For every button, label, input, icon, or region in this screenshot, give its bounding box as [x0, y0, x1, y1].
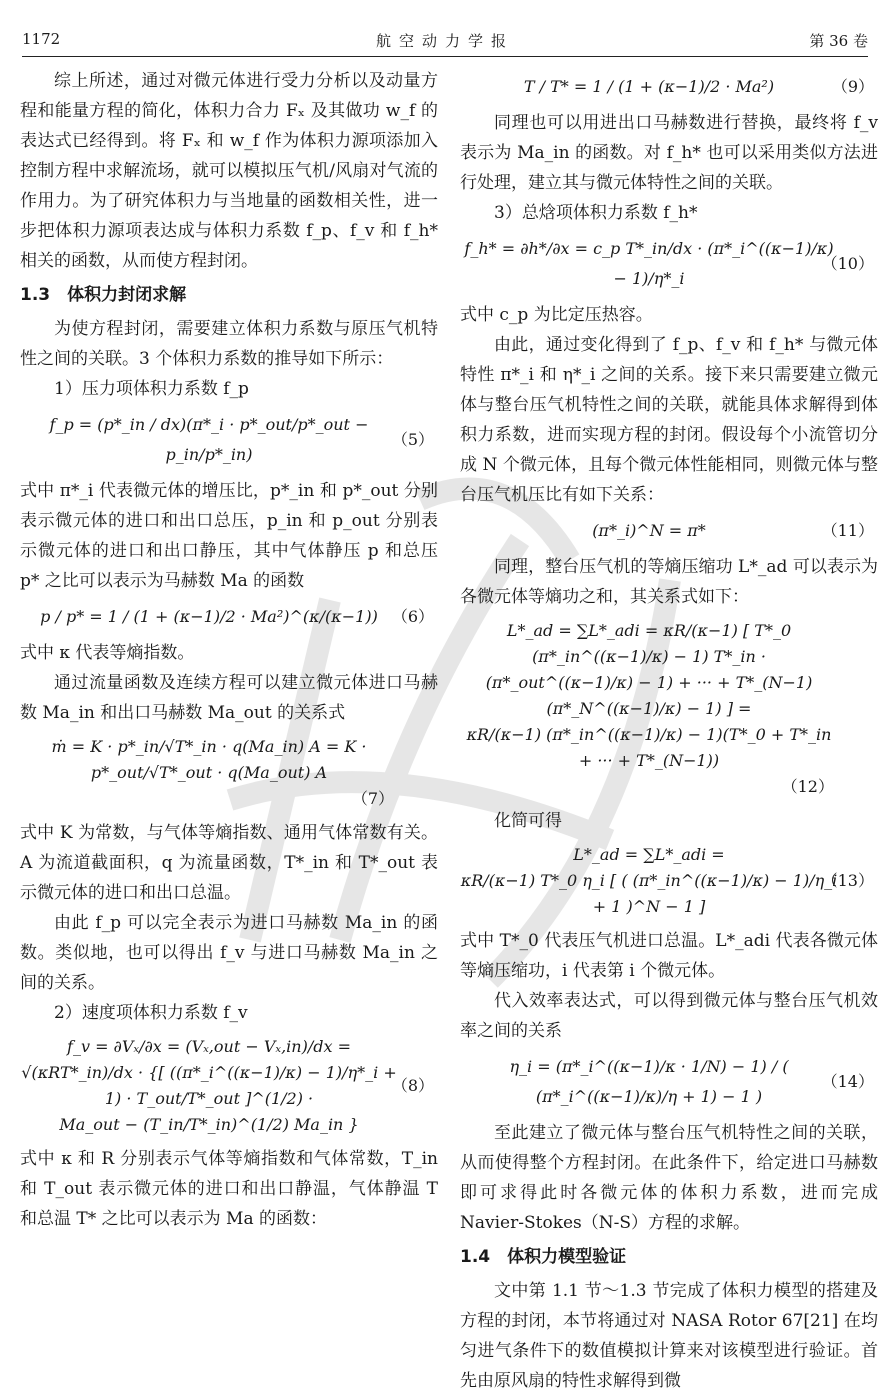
equation-number: （10）: [821, 254, 874, 273]
equation-13: [460, 842, 878, 920]
equation-7: [20, 734, 438, 812]
paragraph: 式中 κ 代表等熵指数。: [20, 643, 195, 663]
left-column: [20, 66, 438, 1234]
equation-line: f_v = ∂Vₓ/∂x = (Vₓ,out − Vₓ,in)/dx =: [67, 1037, 351, 1056]
equation-number: （9）: [831, 77, 874, 96]
paragraph: 式中 c_p 为比定压热容。: [460, 305, 653, 325]
journal-title: 航空动力学报: [375, 32, 514, 50]
paragraph: 式中 K 为常数，与气体等熵指数、通用气体常数有关。A 为流道截面积，q 为流量函数，T*_in 和 T*_out 表示微元体的进口和出口总温。: [20, 823, 438, 903]
page-header: [22, 30, 868, 56]
section-heading: 1.3 体积力封闭求解: [20, 285, 187, 305]
paragraph: 代入效率表达式，可以得到微元体与整台压气机效率之间的关系: [460, 991, 878, 1041]
right-column: [460, 66, 878, 1396]
paragraph: 由此，通过变化得到了 f_p、f_v 和 f_h* 与微元体特性 π*_i 和 η*_i 之间的关系。接下来只需要建立微元体与整台压气机特性之间的关联，就能具体求解得到体积力系数，进而实现方程的封闭。假设每个小流管切分成 N 个微元体，且每个微元体性能相同，则微元体与整台压气机压比有如下关系：: [460, 335, 878, 505]
paragraph: 式中 π*_i 代表微元体的增压比，p*_in 和 p*_out 分别表示微元体的进口和出口总压，p_in 和 p_out 分别表示微元体的进口和出口静压，其中气体静压 p 和总压 p* 之比可以表示为马赫数 Ma 的函数: [20, 481, 438, 591]
paragraph: 化简可得: [494, 811, 562, 831]
page-number: 1172: [22, 30, 61, 48]
equation-line: L*_ad = ∑L*_adi = κR/(κ−1) [ T*_0 (π*_in^((κ−1)/κ) − 1) T*_in ·: [506, 621, 792, 666]
equation-number: （6）: [391, 607, 434, 626]
list-item: 3）总焓项体积力系数 f_h*: [494, 203, 698, 223]
equation-number: （7）: [351, 789, 394, 808]
equation-10: [460, 234, 878, 294]
equation-number: （11）: [821, 521, 874, 540]
equation-body: f_p = (p*_in / dx)(π*_i · p*_out/p*_out − p_in/p*_in): [49, 415, 369, 464]
equation-body: p / p* = 1 / (1 + (κ−1)/2 · Ma²)^(κ/(κ−1)): [40, 607, 378, 626]
equation-line: L*_ad = ∑L*_adi =: [573, 845, 725, 864]
equation-body: ṁ = K · p*_in/√T*_in · q(Ma_in) A = K · p*_out/√T*_out · q(Ma_out) A: [51, 737, 367, 782]
list-item: 2）速度项体积力系数 f_v: [54, 1003, 248, 1023]
equation-line: Ma_out − (T_in/T*_in)^(1/2) Ma_in }: [59, 1115, 359, 1134]
equation-body: (π*_i)^N = π*: [592, 521, 706, 540]
section-heading: 1.4 体积力模型验证: [460, 1247, 627, 1267]
paragraph: 式中 T*_0 代表压气机进口总温。L*_adi 代表各微元体等熵压缩功，i 代表第 i 个微元体。: [460, 931, 878, 981]
equation-number: （14）: [821, 1072, 874, 1091]
equation-body: f_h* = ∂h*/∂x = c_p T*_in/dx · (π*_i^((κ−1)/κ) − 1)/η*_i: [464, 239, 834, 288]
equation-12: [460, 618, 878, 800]
equation-number: （12）: [781, 777, 834, 796]
equation-11: [460, 516, 878, 546]
equation-body: η_i = (π*_i^((κ−1)/κ · 1/N) − 1) / ( (π*_i^((κ−1)/κ)/η + 1) − 1 ): [509, 1057, 789, 1106]
equation-line: κR/(κ−1) (π*_in^((κ−1)/κ) − 1)(T*_0 + T*_in + ··· + T*_(N−1)): [466, 725, 832, 770]
equation-line: κR/(κ−1) T*_0 η_i [ ( (π*_in^((κ−1)/κ) − 1)/η_i + 1 )^N − 1 ]: [460, 871, 838, 916]
paragraph: 至此建立了微元体与整台压气机特性之间的关联，从而使得整个方程封闭。在此条件下，给定进口马赫数即可求得此时各微元体的体积力系数，进而完成 Navier-Stokes（N-S）方程的求解。: [460, 1123, 878, 1233]
paragraph: 由此 f_p 可以完全表示为进口马赫数 Ma_in 的函数。类似地，也可以得出 f_v 与进口马赫数 Ma_in 之间的关系。: [20, 913, 438, 993]
paragraph: 通过流量函数及连续方程可以建立微元体进口马赫数 Ma_in 和出口马赫数 Ma_out 的关系式: [20, 673, 438, 723]
paragraph: 为使方程封闭，需要建立体积力系数与原压气机特性之间的关联。3 个体积力系数的推导如下所示：: [20, 319, 438, 369]
equation-9: [460, 72, 878, 102]
equation-line: (π*_out^((κ−1)/κ) − 1) + ··· + T*_(N−1) (π*_N^((κ−1)/κ) − 1) ] =: [485, 673, 813, 718]
paragraph: 综上所述，通过对微元体进行受力分析以及动量方程和能量方程的简化，体积力合力 Fₓ 及其做功 w_f 的表达式已经得到。将 Fₓ 和 w_f 作为体积力源项添加入控制方程中求解流场，就可以模拟压气机/风扇对气流的作用力。为了研究体积力与当地量的函数相关性，进一步把体积力源项表达成与体积力系数 f_p、f_v 和 f_h* 相关的函数，从而使方程封闭。: [20, 71, 438, 271]
equation-14: [460, 1052, 878, 1112]
paragraph: 式中 κ 和 R 分别表示气体等熵指数和气体常数，T_in 和 T_out 表示微元体的进口和出口静温，气体静温 T 和总温 T* 之比可以表示为 Ma 的函数：: [20, 1149, 438, 1229]
equation-number: （13）: [821, 871, 874, 890]
equation-number: （8）: [391, 1076, 434, 1095]
paragraph: 同理，整台压气机的等熵压缩功 L*_ad 可以表示为各微元体等熵功之和，其关系式如下：: [460, 557, 878, 607]
paragraph: 文中第 1.1 节～1.3 节完成了体积力模型的搭建及方程的封闭，本节将通过对 NASA Rotor 67[21] 在均匀进气条件下的数值模拟计算来对该模型进行验证。首先由原风扇的特性求解得到微: [460, 1281, 878, 1391]
header-rule: [22, 56, 868, 57]
equation-number: （5）: [391, 430, 434, 449]
equation-8: [20, 1034, 438, 1138]
equation-6: [20, 602, 438, 632]
equation-5: [20, 410, 438, 470]
list-item: 1）压力项体积力系数 f_p: [54, 379, 249, 399]
paragraph: 同理也可以用进出口马赫数进行替换，最终将 f_v 表示为 Ma_in 的函数。对 f_h* 也可以采用类似方法进行处理，建立其与微元体特性之间的关联。: [460, 113, 878, 193]
volume-label: 第 36 卷: [809, 32, 868, 50]
equation-line: √(κRT*_in)/dx · {[ ((π*_i^((κ−1)/κ) − 1)/η*_i + 1) · T_out/T*_out ]^(1/2) ·: [21, 1063, 397, 1108]
equation-body: T / T* = 1 / (1 + (κ−1)/2 · Ma²): [523, 77, 775, 96]
